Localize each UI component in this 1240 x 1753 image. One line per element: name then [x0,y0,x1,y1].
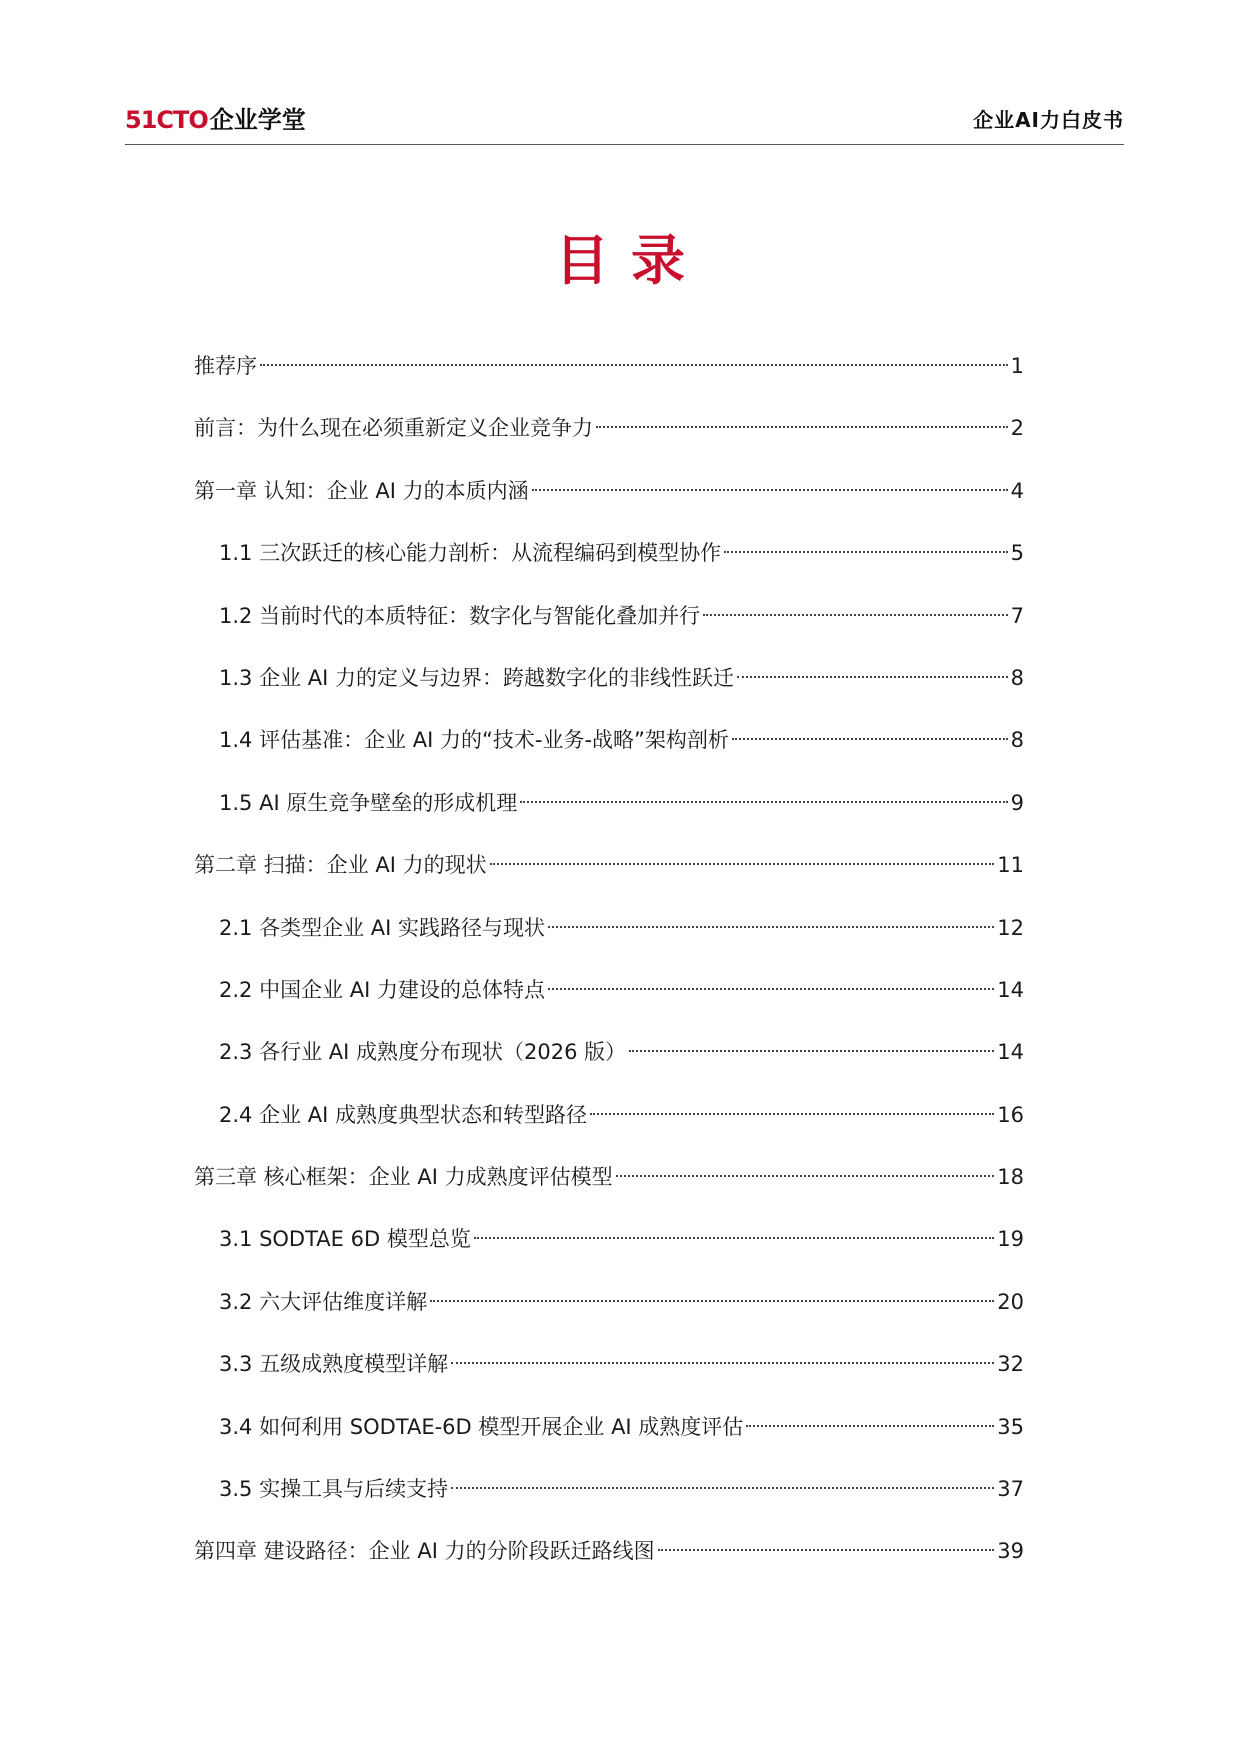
dot-leader [616,1175,995,1177]
toc-entry-page-number: 14 [997,977,1024,1002]
toc-entry-page-number: 7 [1010,603,1024,628]
toc-entry-page-number: 2 [1010,416,1024,441]
toc-entry[interactable] [194,657,1024,719]
toc-entry-label: 2.2 中国企业 AI 力建设的总体特点 [219,977,545,1002]
toc-entry[interactable] [194,1406,1024,1468]
toc-entry[interactable] [194,1343,1024,1405]
toc-entry[interactable] [194,1156,1024,1218]
dot-leader [590,1113,994,1115]
toc-entry-label: 3.1 SODTAE 6D 模型总览 [219,1227,471,1252]
toc-entry-page-number: 14 [997,1040,1024,1065]
dot-leader [724,551,1008,553]
document-title: 企业AI力白皮书 [973,108,1124,132]
toc-entry[interactable] [194,1468,1024,1530]
table-of-contents [194,345,1024,1593]
toc-entry-label: 推荐序 [194,354,257,378]
dot-leader [451,1362,994,1364]
toc-entry-label: 2.1 各类型企业 AI 实践路径与现状 [219,915,545,940]
toc-entry-page-number: 37 [997,1477,1024,1502]
toc-entry-label: 第二章 扫描：企业 AI 力的现状 [194,853,487,878]
toc-entry-page-number: 8 [1010,728,1024,753]
dot-leader [451,1487,994,1489]
dot-leader [532,489,1008,491]
dot-leader [746,1425,994,1427]
toc-entry[interactable] [194,969,1024,1031]
toc-entry-label: 3.2 六大评估维度详解 [219,1289,428,1314]
toc-entry[interactable] [194,844,1024,906]
toc-entry-label: 3.3 五级成熟度模型详解 [219,1352,449,1377]
logo-brand: 51CTO [125,106,208,134]
toc-entry-page-number: 11 [997,853,1024,878]
toc-entry-page-number: 5 [1010,541,1024,566]
dot-leader [430,1300,994,1302]
toc-entry[interactable] [194,345,1024,407]
toc-entry-page-number: 1 [1010,354,1024,378]
toc-entry-page-number: 18 [997,1165,1024,1190]
toc-entry-page-number: 12 [997,915,1024,940]
dot-leader [737,676,1008,678]
dot-leader [474,1237,994,1239]
toc-entry-label: 1.3 企业 AI 力的定义与边界：跨越数字化的非线性跃迁 [219,665,734,690]
toc-entry[interactable] [194,470,1024,532]
logo-text: 企业学堂 [209,106,306,134]
dot-leader [520,801,1007,803]
toc-entry[interactable] [194,1094,1024,1156]
toc-entry-label: 第四章 建设路径：企业 AI 力的分阶段跃迁路线图 [194,1539,655,1564]
toc-entry-label: 3.5 实操工具与后续支持 [219,1477,449,1502]
toc-entry[interactable] [194,1530,1024,1592]
toc-entry-label: 2.3 各行业 AI 成熟度分布现状（2026 版） [219,1040,627,1065]
toc-entry[interactable] [194,595,1024,657]
dot-leader [548,926,994,928]
logo [125,100,306,135]
toc-entry-label: 1.5 AI 原生竞争壁垒的形成机理 [219,790,518,815]
toc-entry-label: 1.2 当前时代的本质特征：数字化与智能化叠加并行 [219,603,701,628]
toc-entry[interactable] [194,532,1024,594]
page-title: 目录 [555,229,707,292]
toc-entry-page-number: 4 [1010,478,1024,503]
toc-entry-label: 第一章 认知：企业 AI 力的本质内涵 [194,478,529,503]
toc-entry[interactable] [194,907,1024,969]
toc-entry[interactable] [194,1031,1024,1093]
toc-entry-page-number: 9 [1010,790,1024,815]
dot-leader [548,988,994,990]
dot-leader [658,1549,995,1551]
toc-entry[interactable] [194,719,1024,781]
toc-entry-label: 3.4 如何利用 SODTAE-6D 模型开展企业 AI 成熟度评估 [219,1414,744,1439]
dot-leader [732,738,1008,740]
page-header [125,96,1124,146]
dot-leader [703,614,1008,616]
toc-entry[interactable] [194,782,1024,844]
toc-entry[interactable] [194,1281,1024,1343]
toc-entry-label: 2.4 企业 AI 成熟度典型状态和转型路径 [219,1102,587,1127]
toc-entry-page-number: 8 [1010,665,1024,690]
dot-leader [490,863,995,865]
toc-entry-page-number: 35 [997,1414,1024,1439]
dot-leader [596,426,1008,428]
toc-entry-label: 1.4 评估基准：企业 AI 力的“技术-业务-战略”架构剖析 [219,728,729,753]
dot-leader [260,364,1008,366]
toc-entry[interactable] [194,407,1024,469]
toc-entry-page-number: 19 [997,1227,1024,1252]
toc-entry-label: 1.1 三次跃迁的核心能力剖析：从流程编码到模型协作 [219,541,722,566]
dot-leader [629,1050,994,1052]
toc-entry-label: 前言：为什么现在必须重新定义企业竞争力 [194,416,593,441]
header-divider [125,144,1124,145]
toc-entry-page-number: 16 [997,1102,1024,1127]
toc-entry-page-number: 39 [997,1539,1024,1564]
toc-entry-page-number: 20 [997,1289,1024,1314]
toc-entry[interactable] [194,1218,1024,1280]
toc-entry-label: 第三章 核心框架：企业 AI 力成熟度评估模型 [194,1165,613,1190]
toc-entry-page-number: 32 [997,1352,1024,1377]
